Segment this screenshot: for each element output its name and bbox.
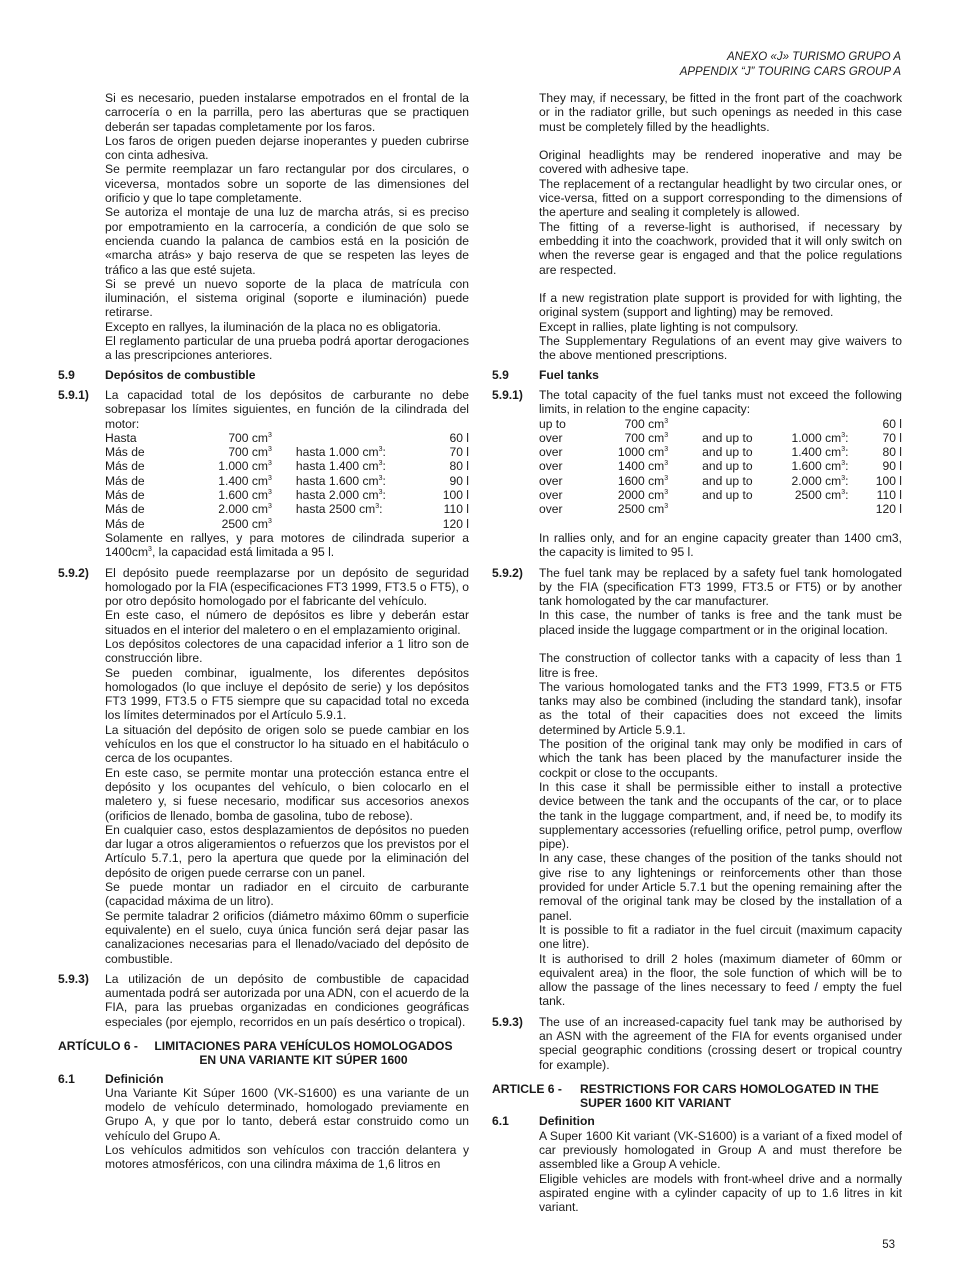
article-number: 5.9.3)	[58, 971, 89, 986]
article-number: 5.9.2)	[58, 565, 89, 580]
paragraph: Los faros de origen pueden dejarse inoperantes y pueden cubrirse con cinta adhesiva.	[105, 133, 469, 163]
paragraph: If a new registration plate support is provided for with lighting, the original system (support and lighting) may be removed.	[539, 291, 902, 320]
table-row: over 2000 $cm^3$ and up to 2500 $cm^3$: 110 l	[539, 488, 902, 503]
paragraph: The position of the original tank may only be modified in cars of which the tank has been placed by the manufacturer inside the cockpit or close to the occupants.	[539, 737, 902, 780]
paragraph: In rallies only, and for an engine capacity greater than 1400 cm3, the capacity is limited to 95 l.	[539, 530, 902, 560]
header-spanish: ANEXO «J» TURISMO GRUPO A	[726, 51, 901, 63]
section-heading-5-9	[492, 368, 902, 382]
paragraph: Eligible vehicles are models with front-wheel drive and a normally aspirated engine with a cylinder capacity of up to 1.6 litres in kit variant.	[539, 1171, 902, 1215]
table-row: Más de 2.000 $cm^3$ hasta 2500 $cm^3$: 110 l	[105, 502, 469, 517]
paragraph: The various homologated tanks and the FT3 1999, FT3.5 or FT5 tanks may also be combined (including the standard tank), insofar as the total of their capacities does not exceed the limits determined by Article 5.9.1.	[539, 679, 902, 737]
paragraph: Original headlights may be rendered inoperative and may be covered with adhesive tape.	[539, 148, 902, 177]
table-row: Más de 1.600 $cm^3$ hasta 2.000 $cm^3$: 100 l	[105, 488, 469, 503]
paragraph: Se permite reemplazar un faro rectangular por dos circulares, o viceversa, montados sobre un soporte de las dimensiones del orificio y que lo tape completamente.	[105, 162, 469, 206]
table-row: Más de 1.000 $cm^3$ hasta 1.400 $cm^3$: 80 l	[105, 459, 469, 474]
paragraph: The total capacity of the fuel tanks must not exceed the following limits, in relation to the engine capacity:	[539, 387, 902, 417]
paragraph: In this case, the number of tanks is free and the tank must be placed inside the luggage compartment or in the original location.	[539, 608, 902, 637]
paragraph: Si es necesario, pueden instalarse empotrados en el frontal de la carrocería o en la parrilla, pero las aberturas que se practiquen deberán ser tapadas completamente por los faros.	[105, 91, 469, 134]
article-5-9-2	[492, 566, 902, 1009]
article-title-line: RESTRICTIONS FOR CARS HOMOLOGATED IN THE	[580, 1081, 879, 1096]
article-6-1	[58, 1072, 469, 1172]
table-row: over 1000 $cm^3$ and up to 1.400 $cm^3$: 80 l	[539, 445, 902, 460]
section-number: 5.9	[58, 367, 75, 382]
article-title-line: LIMITACIONES PARA VEHÍCULOS HOMOLOGADOS	[154, 1039, 453, 1053]
paragraph: Except in rallies, plate lighting is not compulsory.	[539, 319, 799, 334]
paragraph: En cualquier caso, estos desplazamientos de depósitos no pueden dar lugar a otros aligeramientos o refuerzos que los previstos por el Artículo 5.7.1, pero la apertura que quede por la eliminación del depósito de origen puede cerrarse con un panel.	[105, 822, 469, 880]
paragraph: Se permite taladrar 2 orificios (diámetro máximo 60mm o superficie equivalente) en el suelo, cuya única función será dejar pasar las canalizaciones necesarias para el llenado/vaciado del depósito de combustible.	[105, 908, 469, 966]
subsection-title: Definition	[539, 1114, 595, 1129]
paragraph: Una Variante Kit Súper 1600 (VK-S1600) es una variante de un modelo de vehículo determinado, homologado previamente en Grupo A, y que por lo tanto, deberá estar construido como un vehículo del Grupo A.	[105, 1085, 469, 1143]
capacity-table	[539, 417, 902, 517]
article-title-line: SUPER 1600 KIT VARIANT	[580, 1096, 731, 1111]
paragraph: Se autoriza el montaje de una luz de marcha atrás, si es preciso por empotramiento en la carrocería, a condición de que solo se encienda cuando la palanca de cambios está en la posición de «marcha atrás» y bajo reserva de que se respeten las leyes de tráfico a las que esté sujeta.	[105, 205, 469, 277]
paragraph: Si se prevé un nuevo soporte de la placa de matrícula con iluminación, el sistema original (soporte e iluminación) puede retirarse.	[105, 276, 469, 320]
table-row: up to 700 $cm^3$ 60 l	[539, 416, 902, 431]
article-6-heading	[58, 1039, 469, 1068]
paragraph: The fuel tank may be replaced by a safety fuel tank homologated by the FIA (specification FT3 1999, FT3.5 or FT5) or by another tank homologated by the car manufacturer.	[539, 565, 902, 609]
paragraph: It is authorised to drill 2 holes (maximum diameter of 60mm or equivalent area) in the floor, the sole function of which will be to allow the passage of the lines necessary to feed / empty the fuel tank.	[539, 951, 902, 1009]
table-row: Más de 1.400 $cm^3$ hasta 1.600 $cm^3$: 90 l	[105, 473, 469, 488]
table-row: Más de 700 $cm^3$ hasta 1.000 $cm^3$: 70 l	[105, 445, 469, 460]
table-row: over 1400 $cm^3$ and up to 1.600 $cm^3$: 90 l	[539, 459, 902, 474]
page-number: 53	[882, 1239, 895, 1251]
article-title-line: EN UNA VARIANTE KIT SÚPER 1600	[199, 1053, 408, 1068]
paragraph: In this case it shall be permissible either to install a protective device between the tank and the occupants of the car, or to place the tank in the luggage compartment, and, if need be, to modify its supplementary accessories (refuelling orifice, petrol pump, overflow pipe).	[539, 779, 902, 852]
article-6-heading	[492, 1082, 902, 1111]
paragraph: The Supplementary Regulations of an event may give waivers to the above mentioned prescriptions.	[539, 334, 902, 363]
article-number: 5.9.2)	[492, 565, 523, 580]
paragraph: Se pueden combinar, igualmente, los diferentes depósitos homologados (lo que incluye el depósito de serie) y los depósitos FT3 1999, FT3.5 o FT5 siempre que su capacidad total no exceda los límites determinados por el Artículo 5.9.1.	[105, 665, 469, 723]
article-5-9-2	[58, 566, 469, 966]
paragraph: El reglamento particular de una prueba podrá aportar derogaciones a las prescripciones anteriores.	[105, 334, 469, 363]
en-intro	[492, 91, 902, 363]
paragraph: The construction of collector tanks with a capacity of less than 1 litre is free.	[539, 651, 902, 680]
table-row: over 1600 $cm^3$ and up to 2.000 $cm^3$: 100 l	[539, 473, 902, 488]
paragraph: Solamente en rallyes, y para motores de cilindrada superior a $1400cm^3$, la capacidad está limitada a 95 l.	[105, 530, 469, 560]
paragraph: El depósito puede reemplazarse por un depósito de seguridad homologado por la FIA (especificaciones FT3 1999, FT3.5 o FT5), o por otro depósito homologado por el fabricante del vehículo.	[105, 565, 469, 609]
es-intro	[58, 91, 469, 363]
paragraph: En este caso, el número de depósitos es libre y deberán estar situados en el interior del maletero o en el emplazamiento original.	[105, 608, 469, 637]
paragraph: Excepto en rallyes, la iluminación de la placa no es obligatoria.	[105, 319, 442, 334]
header-english: APPENDIX “J” TOURING CARS GROUP A	[679, 66, 901, 78]
section-heading-5-9	[58, 368, 469, 382]
running-header	[680, 50, 901, 80]
article-label: ARTÍCULO 6 -	[58, 1039, 138, 1053]
paragraph: La utilización de un depósito de combustible de capacidad aumentada podrá ser autorizada por una ADN, con el acuerdo de la FIA, para las pruebas organizadas en condiciones geográficas especiales (por ejemplo, recorridos en un país desértico o tropical).	[105, 971, 469, 1029]
paragraph: En este caso, se permite montar una protección estanca entre el depósito y los ocupantes del vehículo, o bien colocarlo en el maletero y, si fuese necesario, modificar sus accesorios anexos (orificios de llenado, bomba de gasolina, tubo de rebose).	[105, 765, 469, 823]
section-number: 5.9	[492, 367, 509, 382]
article-label: ARTICLE 6 -	[492, 1081, 562, 1096]
article-5-9-3	[492, 1015, 902, 1072]
article-number: 5.9.3)	[492, 1014, 523, 1029]
paragraph: The replacement of a rectangular headlight by two circular ones, or vice-versa, fitted on a support corresponding to the dimensions of the aperture and sealing it completely is allowed.	[539, 176, 902, 220]
paragraph: They may, if necessary, be fitted in the front part of the coachwork or in the radiator grille, but such openings as needed in this case must be completely filled by the headlights.	[539, 91, 902, 134]
paragraph: La situación del depósito de origen solo se puede cambiar en los vehículos en los que el constructor lo ha situado en el habitáculo o cerca de los ocupantes.	[105, 722, 469, 766]
paragraph: La capacidad total de los depósitos de carburante no debe sobrepasar los límites siguientes, en función de la cilindrada del motor:	[105, 387, 469, 431]
paragraph: Se puede montar un radiador en el circuito de carburante (capacidad máxima de un litro).	[105, 880, 469, 909]
article-5-9-1	[58, 388, 469, 560]
paragraph: In any case, these changes of the position of the tanks should not give rise to any lightenings or reinforcements other than those provided for under Article 5.7.1 but the opening remaining after the removal of the original tank may be closed by the installation of a panel.	[539, 851, 902, 923]
section-title: Fuel tanks	[539, 367, 599, 382]
article-6-1	[492, 1114, 902, 1214]
section-title: Depósitos de combustible	[105, 367, 256, 382]
article-5-9-3	[58, 972, 469, 1029]
paragraph: A Super 1600 Kit variant (VK-S1600) is a variant of a fixed model of car previously homologated in Group A and must therefore be assembled like a Group A vehicle.	[539, 1128, 902, 1172]
paragraph: The fitting of a reverse-light is authorised, if necessary by embedding it into the coachwork, provided that it will only switch on when the reverse gear is engaged and that the police regulations are respected.	[539, 219, 902, 277]
capacity-table	[105, 431, 469, 531]
article-number: 6.1	[58, 1071, 75, 1086]
paragraph: Los depósitos colectores de una capacidad inferior a 1 litro son de construcción libre.	[105, 636, 469, 666]
table-row: Más de 2500 $cm^3$ 120 l	[105, 516, 469, 531]
english-column	[492, 91, 902, 1215]
subsection-title: Definición	[105, 1071, 164, 1086]
article-number: 5.9.1)	[492, 387, 523, 402]
article-number: 6.1	[492, 1114, 509, 1129]
article-5-9-1	[492, 388, 902, 560]
table-row: over 2500 $cm^3$ 120 l	[539, 502, 902, 517]
paragraph: The use of an increased-capacity fuel tank may be authorised by an ASN with the agreement of the FIA for events organised under special geographic conditions (crossing desert or tropical country for example).	[539, 1014, 902, 1072]
paragraph: It is possible to fit a radiator in the fuel circuit (maximum capacity one litre).	[539, 922, 902, 952]
article-number: 5.9.1)	[58, 387, 89, 402]
paragraph: Los vehículos admitidos son vehículos con tracción delantera y motores atmosféricos, con una cilindra máxima de 1,6 litros en	[105, 1143, 469, 1172]
spanish-column	[58, 91, 469, 1172]
table-row: over 700 $cm^3$ and up to 1.000 $cm^3$: 70 l	[539, 430, 902, 445]
table-row: Hasta 700 $cm^3$ 60 l	[105, 430, 469, 445]
